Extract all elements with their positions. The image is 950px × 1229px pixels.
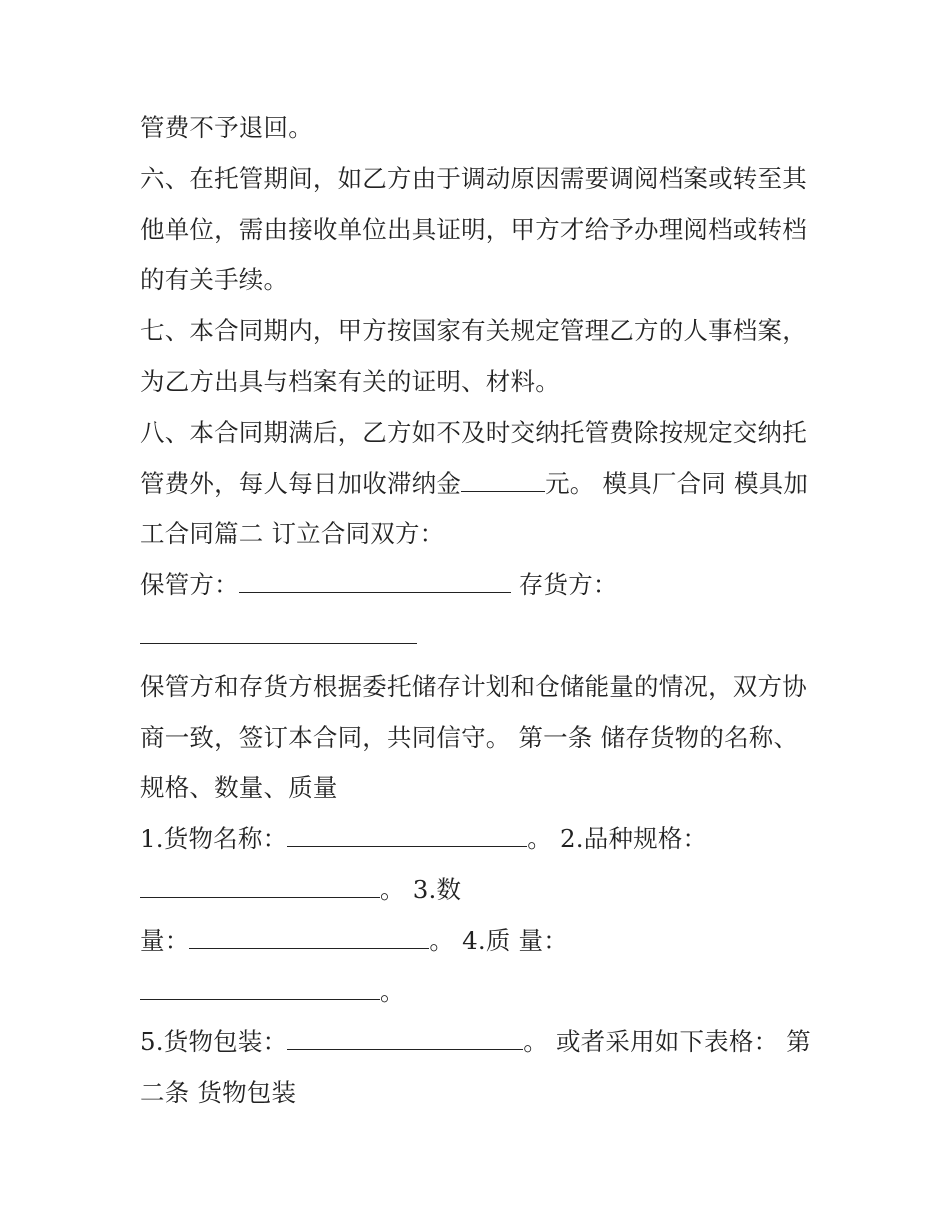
parties-line: 保管方： 存货方：: [140, 570, 618, 600]
text-line: 他单位，需由接收单位出具证明，甲方才给予办理阅档或转档: [140, 214, 807, 244]
custodian-blank: [239, 570, 511, 593]
text-line: 二条 货物包装: [140, 1078, 297, 1108]
text-line: 为乙方出具与档案有关的证明、材料。: [140, 366, 560, 396]
quality-blank-line: 。: [140, 967, 820, 1018]
depositor-blank-line: [140, 611, 820, 662]
text-line: 商一致，签订本合同，共同信守。 第一条 储存货物的名称、: [140, 722, 799, 752]
quantity-line: 量： 。 4.质 量：: [140, 925, 568, 955]
goods-name-blank: [287, 824, 527, 847]
packaging-line: 5.货物包装： 。 或者采用如下表格： 第: [140, 1027, 811, 1057]
text-line: 管费不予退回。: [140, 113, 313, 142]
text-line: 工合同篇二 订立合同双方：: [140, 519, 445, 549]
packaging-blank: [287, 1027, 523, 1050]
clause-seven-line: 七、本合同期内，甲方按国家有关规定管理乙方的人事档案，: [140, 316, 807, 346]
clause-eight-line: 八、本合同期满后，乙方如不及时交纳托管费除按规定交纳托: [140, 417, 807, 447]
quantity-blank: [189, 926, 429, 949]
late-fee-blank: [461, 469, 545, 492]
text-line: 规格、数量、质量: [140, 773, 338, 803]
spec-blank: [140, 875, 380, 898]
text-line: 的有关手续。: [140, 265, 289, 295]
text-line: 管费外，每人每日加收滞纳金 元。 模具厂合同 模具加: [140, 468, 809, 498]
document-page: [140, 103, 820, 1119]
clause-six-line: 六、在托管期间，如乙方由于调动原因需要调阅档案或转至其: [140, 163, 807, 193]
goods-name-line: 1.货物名称： 。 2.品种规格：: [140, 824, 708, 854]
text-line: 保管方和存货方根据委托储存计划和仓储能量的情况，双方协: [140, 671, 807, 701]
spec-blank-line: 。 3.数: [140, 865, 820, 916]
depositor-blank: [140, 621, 417, 644]
quality-blank: [140, 977, 380, 1000]
